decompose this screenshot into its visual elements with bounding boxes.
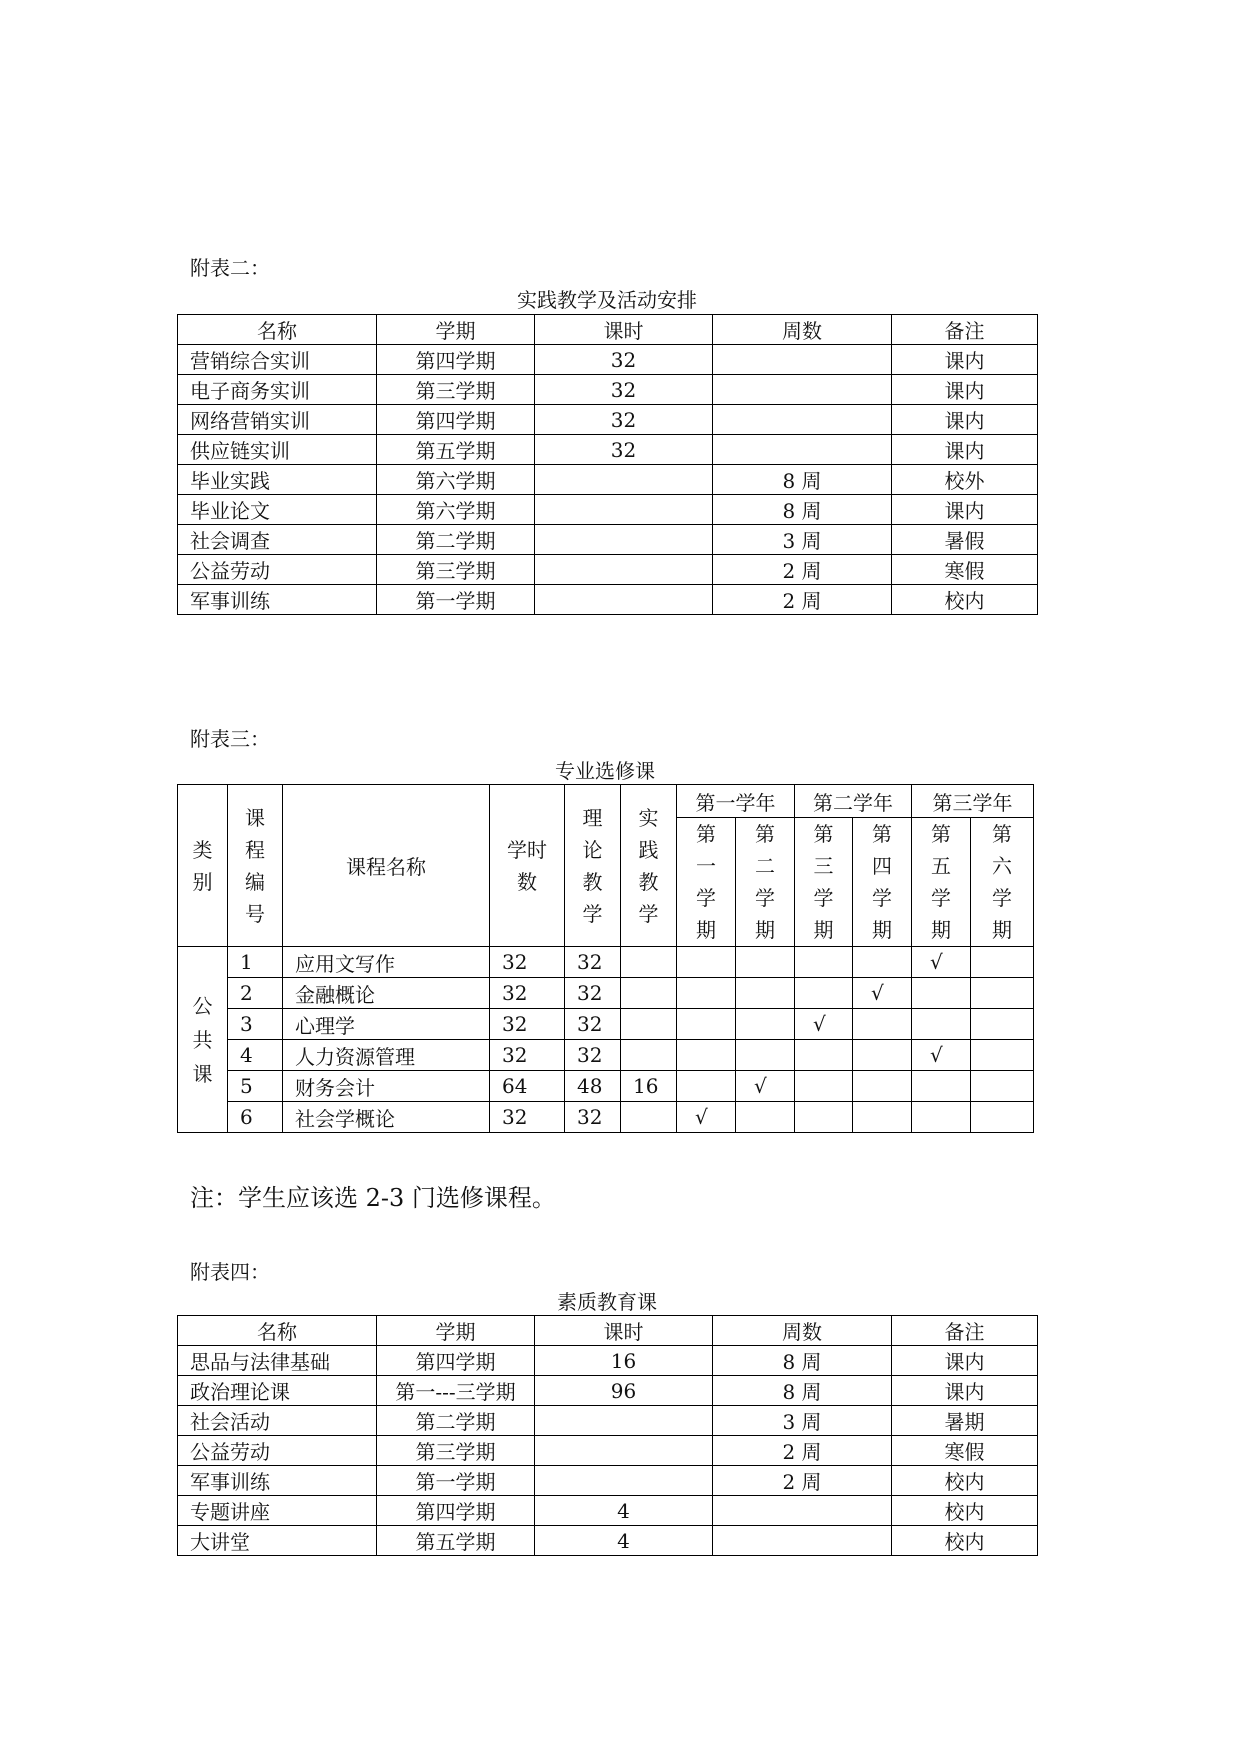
table-cell <box>853 1040 912 1071</box>
column-header: 周数 <box>713 315 892 345</box>
year-header: 第三学年 <box>912 785 1034 818</box>
table-cell: 3 <box>228 1009 283 1040</box>
term-header: 第 五 学 期 <box>912 818 971 947</box>
table-cell: 校内 <box>892 1496 1038 1526</box>
table-cell: 第五学期 <box>377 435 535 465</box>
table-cell <box>621 1009 677 1040</box>
table-cell: 课内 <box>892 405 1038 435</box>
table-cell <box>535 495 713 525</box>
table-cell <box>912 1009 971 1040</box>
table-cell: 社会调查 <box>178 525 377 555</box>
table-cell: 校内 <box>892 1526 1038 1556</box>
table-cell <box>795 947 853 978</box>
table-cell: 暑假 <box>892 525 1038 555</box>
table-cell: 第四学期 <box>377 1346 535 1376</box>
table-row <box>178 1466 1038 1496</box>
table-cell: 第六学期 <box>377 495 535 525</box>
table-row <box>178 1071 1034 1102</box>
category-cell: 公 共 课 <box>178 947 228 1133</box>
table-row <box>178 1406 1038 1436</box>
table3-label: 附表三： <box>190 727 270 751</box>
table-cell: 第三学期 <box>377 375 535 405</box>
check-mark: √ <box>912 947 971 978</box>
table-cell: 毕业实践 <box>178 465 377 495</box>
table-cell: 寒假 <box>892 1436 1038 1466</box>
table3-title: 专业选修课 <box>555 759 655 783</box>
column-header: 学时 数 <box>490 785 565 947</box>
table-cell: 公益劳动 <box>178 1436 377 1466</box>
table-cell: 32 <box>565 1040 621 1071</box>
table-cell: 第四学期 <box>377 345 535 375</box>
table-cell: 第二学期 <box>377 1406 535 1436</box>
column-header: 课 程 编 号 <box>228 785 283 947</box>
table-cell <box>535 1436 713 1466</box>
year-header: 第一学年 <box>677 785 795 818</box>
table-cell <box>912 1102 971 1133</box>
table-row <box>178 405 1038 435</box>
table-cell: 课内 <box>892 345 1038 375</box>
table-cell <box>736 1102 795 1133</box>
column-header: 名称 <box>178 1316 377 1346</box>
table-cell: 2 周 <box>713 585 892 615</box>
table-cell: 32 <box>490 978 565 1009</box>
table-row <box>178 345 1038 375</box>
table-cell <box>621 947 677 978</box>
table-cell: 16 <box>535 1346 713 1376</box>
table-row <box>178 435 1038 465</box>
table-cell: 2 周 <box>713 1466 892 1496</box>
table-row <box>178 1102 1034 1133</box>
column-header: 学期 <box>377 315 535 345</box>
table-cell: 第三学期 <box>377 555 535 585</box>
table-cell: 第一---三学期 <box>377 1376 535 1406</box>
table-cell: 课内 <box>892 495 1038 525</box>
table-cell <box>621 978 677 1009</box>
term-header: 第 三 学 期 <box>795 818 853 947</box>
table-row <box>178 585 1038 615</box>
table-cell <box>535 555 713 585</box>
elective-courses-table <box>177 784 1034 1133</box>
table-cell: 32 <box>565 1102 621 1133</box>
table-cell: 课内 <box>892 1346 1038 1376</box>
table-cell <box>677 978 736 1009</box>
table-cell <box>971 1009 1034 1040</box>
table-cell <box>795 978 853 1009</box>
table-cell <box>713 405 892 435</box>
table-cell: 1 <box>228 947 283 978</box>
table-row <box>178 525 1038 555</box>
table-cell: 2 <box>228 978 283 1009</box>
table-row <box>178 495 1038 525</box>
table-cell: 课内 <box>892 375 1038 405</box>
table-cell: 第三学期 <box>377 1436 535 1466</box>
table-cell: 寒假 <box>892 555 1038 585</box>
table-cell: 64 <box>490 1071 565 1102</box>
table-cell: 3 周 <box>713 1406 892 1436</box>
quality-education-table <box>177 1315 1038 1556</box>
table-cell <box>971 1040 1034 1071</box>
table-cell: 第一学期 <box>377 585 535 615</box>
table-cell: 专题讲座 <box>178 1496 377 1526</box>
column-header: 课时 <box>535 315 713 345</box>
table-row <box>178 1009 1034 1040</box>
table-cell <box>795 1071 853 1102</box>
table-cell: 8 周 <box>713 1346 892 1376</box>
table-cell: 第五学期 <box>377 1526 535 1556</box>
table-cell: 暑期 <box>892 1406 1038 1436</box>
table-row <box>178 947 1034 978</box>
table-cell: 心理学 <box>283 1009 490 1040</box>
table-cell: 校外 <box>892 465 1038 495</box>
table-cell: 3 周 <box>713 525 892 555</box>
table-cell <box>736 978 795 1009</box>
table-cell <box>912 1071 971 1102</box>
table-cell: 6 <box>228 1102 283 1133</box>
table-cell: 思品与法律基础 <box>178 1346 377 1376</box>
table-cell <box>713 1496 892 1526</box>
table-cell <box>971 1071 1034 1102</box>
table-cell: 校内 <box>892 1466 1038 1496</box>
table-cell <box>736 947 795 978</box>
table-cell: 2 周 <box>713 1436 892 1466</box>
table-cell: 第一学期 <box>377 1466 535 1496</box>
table-cell: 校内 <box>892 585 1038 615</box>
table-cell: 政治理论课 <box>178 1376 377 1406</box>
table-cell <box>621 1040 677 1071</box>
column-header: 课程名称 <box>283 785 490 947</box>
table-cell: 4 <box>228 1040 283 1071</box>
table-row <box>178 978 1034 1009</box>
table-row <box>178 1040 1034 1071</box>
column-header: 学期 <box>377 1316 535 1346</box>
table-row <box>178 1436 1038 1466</box>
table-cell <box>736 1040 795 1071</box>
table4-title: 素质教育课 <box>557 1290 657 1314</box>
table-cell: 应用文写作 <box>283 947 490 978</box>
table-cell: 4 <box>535 1526 713 1556</box>
check-mark: √ <box>736 1071 795 1102</box>
table-cell <box>535 1466 713 1496</box>
table-cell: 5 <box>228 1071 283 1102</box>
table-cell <box>853 1009 912 1040</box>
table-header-row <box>178 315 1038 345</box>
table-cell <box>853 1071 912 1102</box>
table-cell <box>971 947 1034 978</box>
table-cell <box>971 978 1034 1009</box>
table-cell: 32 <box>565 1009 621 1040</box>
table-cell: 32 <box>490 1040 565 1071</box>
table-header-row <box>178 785 1034 818</box>
table-cell: 4 <box>535 1496 713 1526</box>
table-row <box>178 1346 1038 1376</box>
table-cell: 第四学期 <box>377 405 535 435</box>
table2-title: 实践教学及活动安排 <box>517 288 697 312</box>
table-row <box>178 375 1038 405</box>
table-row <box>178 465 1038 495</box>
check-mark: √ <box>677 1102 736 1133</box>
table-cell: 32 <box>535 435 713 465</box>
table-cell <box>713 375 892 405</box>
table-cell: 课内 <box>892 1376 1038 1406</box>
table-cell: 公益劳动 <box>178 555 377 585</box>
table-cell <box>713 435 892 465</box>
year-header: 第二学年 <box>795 785 912 818</box>
table-cell: 供应链实训 <box>178 435 377 465</box>
table-cell: 电子商务实训 <box>178 375 377 405</box>
table-cell: 社会活动 <box>178 1406 377 1436</box>
check-mark: √ <box>912 1040 971 1071</box>
term-header: 第 一 学 期 <box>677 818 736 947</box>
table-cell: 32 <box>565 978 621 1009</box>
table-cell <box>677 1071 736 1102</box>
table-cell: 财务会计 <box>283 1071 490 1102</box>
column-header: 名称 <box>178 315 377 345</box>
term-header: 第 四 学 期 <box>853 818 912 947</box>
table-cell: 16 <box>621 1071 677 1102</box>
table-cell <box>912 978 971 1009</box>
column-header: 课时 <box>535 1316 713 1346</box>
table-cell: 营销综合实训 <box>178 345 377 375</box>
check-mark: √ <box>795 1009 853 1040</box>
table-cell: 32 <box>490 947 565 978</box>
table-cell: 毕业论文 <box>178 495 377 525</box>
table-cell: 2 周 <box>713 555 892 585</box>
column-header: 备注 <box>892 1316 1038 1346</box>
table2-label: 附表二： <box>190 256 270 280</box>
table-cell <box>677 1009 736 1040</box>
table-header-row <box>178 1316 1038 1346</box>
table-cell: 8 周 <box>713 465 892 495</box>
table-row <box>178 1526 1038 1556</box>
column-header: 备注 <box>892 315 1038 345</box>
table-cell: 32 <box>535 405 713 435</box>
table-cell: 32 <box>535 345 713 375</box>
table-cell: 32 <box>535 375 713 405</box>
table-cell: 96 <box>535 1376 713 1406</box>
table-cell <box>535 585 713 615</box>
table-cell <box>853 947 912 978</box>
table-cell: 32 <box>490 1009 565 1040</box>
term-header: 第 二 学 期 <box>736 818 795 947</box>
table-cell <box>713 1526 892 1556</box>
table-cell <box>677 1040 736 1071</box>
table-cell: 课内 <box>892 435 1038 465</box>
table-cell: 8 周 <box>713 1376 892 1406</box>
table-cell: 网络营销实训 <box>178 405 377 435</box>
table-cell: 第二学期 <box>377 525 535 555</box>
column-header: 实 践 教 学 <box>621 785 677 947</box>
table-cell <box>853 1102 912 1133</box>
table-cell: 人力资源管理 <box>283 1040 490 1071</box>
table-cell: 32 <box>490 1102 565 1133</box>
elective-note: 注：学生应该选 2-3 门选修课程。 <box>190 1184 556 1212</box>
check-mark: √ <box>853 978 912 1009</box>
table-cell <box>535 465 713 495</box>
practice-teaching-table <box>177 314 1038 615</box>
table-cell: 48 <box>565 1071 621 1102</box>
table-cell: 金融概论 <box>283 978 490 1009</box>
table-cell <box>535 1406 713 1436</box>
table-cell: 军事训练 <box>178 585 377 615</box>
column-header: 类 别 <box>178 785 228 947</box>
table-row <box>178 1496 1038 1526</box>
table-cell <box>621 1102 677 1133</box>
table-cell <box>677 947 736 978</box>
table-cell: 大讲堂 <box>178 1526 377 1556</box>
table-cell <box>795 1040 853 1071</box>
table-cell: 8 周 <box>713 495 892 525</box>
table-cell <box>795 1102 853 1133</box>
table-row <box>178 555 1038 585</box>
table-cell: 第四学期 <box>377 1496 535 1526</box>
table-cell <box>535 525 713 555</box>
table-cell <box>713 345 892 375</box>
table-cell: 第六学期 <box>377 465 535 495</box>
table-cell: 社会学概论 <box>283 1102 490 1133</box>
table-cell <box>736 1009 795 1040</box>
table4-label: 附表四： <box>190 1260 270 1284</box>
column-header: 周数 <box>713 1316 892 1346</box>
table-cell: 32 <box>565 947 621 978</box>
table-cell <box>971 1102 1034 1133</box>
table-row <box>178 1376 1038 1406</box>
table-cell: 军事训练 <box>178 1466 377 1496</box>
column-header: 理 论 教 学 <box>565 785 621 947</box>
term-header: 第 六 学 期 <box>971 818 1034 947</box>
